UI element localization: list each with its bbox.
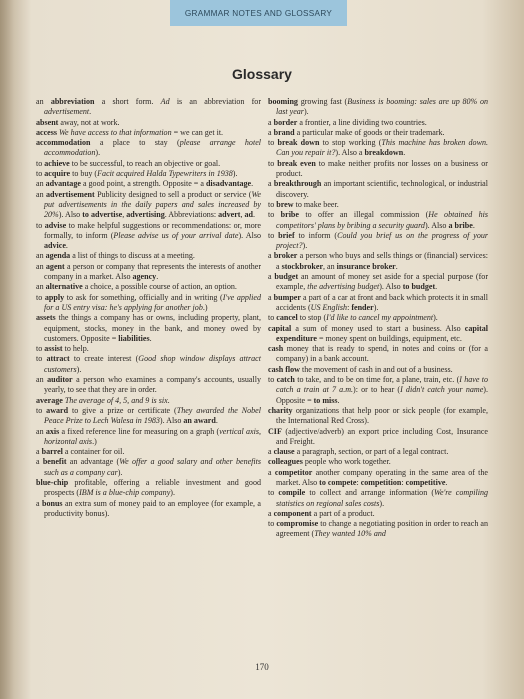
glossary-entry bbox=[36, 179, 261, 189]
glossary-entry bbox=[268, 231, 488, 252]
entry-definition: a choice, a possible course of action, an option. bbox=[84, 282, 237, 292]
glossary-entry bbox=[268, 375, 488, 406]
glossary-entry bbox=[36, 375, 261, 396]
entry-definition: profitable, offering a reliable investment and good prospects (IBM is a blue-chip company). bbox=[44, 477, 262, 498]
entry-definition: to make neither profits nor losses on a business or product. bbox=[276, 158, 488, 179]
entry-term: bonus bbox=[41, 498, 63, 508]
entry-article: to bbox=[268, 519, 277, 529]
page-gutter-shadow bbox=[0, 0, 14, 699]
entry-term: break even bbox=[277, 158, 316, 168]
entry-definition: to stop (I'd like to cancel my appointment). bbox=[299, 313, 438, 323]
entry-definition: a container for oil. bbox=[64, 447, 125, 457]
glossary-entry bbox=[36, 138, 261, 159]
glossary-entry bbox=[36, 282, 261, 292]
entry-term: auditor bbox=[47, 375, 73, 385]
entry-article: a bbox=[36, 498, 42, 508]
glossary-entry bbox=[268, 200, 488, 210]
entry-term: compromise bbox=[276, 519, 319, 529]
glossary-entry bbox=[268, 128, 488, 138]
glossary-column-right bbox=[268, 97, 488, 540]
entry-definition: to make beer. bbox=[295, 199, 339, 209]
glossary-entry bbox=[36, 221, 261, 252]
glossary-entry bbox=[268, 179, 488, 200]
entry-term: competitor bbox=[274, 467, 313, 477]
glossary-entry bbox=[36, 262, 261, 283]
glossary-entry bbox=[36, 118, 261, 128]
glossary-entry bbox=[36, 499, 261, 520]
glossary-entry bbox=[36, 457, 261, 478]
glossary-entry bbox=[268, 313, 488, 323]
section-header-label: GRAMMAR NOTES AND GLOSSARY bbox=[184, 8, 333, 18]
entry-definition: a person who buys and sells things or (financial) services: a stockbroker, an insurance broker. bbox=[276, 251, 488, 271]
glossary-entry bbox=[268, 118, 488, 128]
glossary-entry bbox=[36, 344, 261, 354]
entry-definition: to create interest (Good shop window displays attract customers). bbox=[44, 354, 261, 374]
glossary-entry bbox=[36, 313, 261, 344]
glossary-entry bbox=[268, 272, 488, 293]
entry-term: cash flow bbox=[268, 364, 300, 374]
glossary-entry bbox=[268, 138, 488, 159]
entry-term: agenda bbox=[45, 251, 71, 261]
entry-term: colleagues bbox=[268, 457, 303, 467]
glossary-entry bbox=[268, 509, 488, 519]
page-number: 170 bbox=[255, 662, 269, 672]
entry-definition: to offer an illegal commission (He obtained his competitors' plans by bribing a security guard). Also a bribe. bbox=[276, 210, 488, 230]
glossary-entry bbox=[268, 406, 488, 427]
entry-term: border bbox=[273, 117, 298, 127]
entry-article: a bbox=[36, 457, 43, 467]
glossary-entry bbox=[268, 519, 488, 540]
entry-definition: to collect and arrange information (We're compiling statistics on regional sales costs). bbox=[276, 488, 488, 508]
glossary-entry bbox=[268, 447, 488, 457]
entry-article: a bbox=[36, 447, 42, 457]
entry-definition: to give a prize or certificate (They awarded the Nobel Peace Prize to Lech Walesa in 1983). Also an award. bbox=[44, 405, 261, 426]
entry-definition: to be successful, to reach an objective or goal. bbox=[71, 158, 221, 168]
glossary-entry bbox=[268, 427, 488, 448]
glossary-entry bbox=[268, 210, 488, 231]
entry-article: an bbox=[36, 261, 46, 271]
entry-term: compile bbox=[278, 488, 306, 498]
entry-article: to bbox=[268, 488, 279, 498]
entry-definition: away, not at work. bbox=[60, 117, 120, 127]
entry-definition: to change a negotiating position in order to reach an agreement (They wanted 10% and bbox=[276, 519, 488, 539]
entry-term: advise bbox=[44, 220, 67, 230]
entry-term: absent bbox=[36, 117, 59, 127]
glossary-entry bbox=[268, 159, 488, 180]
entry-term: access bbox=[36, 127, 58, 137]
entry-term: clause bbox=[273, 447, 295, 457]
entry-term: abbreviation bbox=[50, 97, 95, 106]
entry-article: an bbox=[36, 179, 46, 189]
entry-article: a bbox=[268, 117, 274, 127]
entry-term: cancel bbox=[276, 313, 298, 323]
entry-article: a bbox=[268, 251, 274, 261]
entry-term: apply bbox=[44, 292, 65, 302]
entry-article: a bbox=[268, 508, 274, 518]
glossary-entry bbox=[268, 365, 488, 375]
entry-article: a bbox=[268, 467, 275, 477]
glossary-entry bbox=[36, 406, 261, 427]
entry-article: to bbox=[268, 375, 277, 385]
entry-article: a bbox=[268, 447, 274, 457]
glossary-entry bbox=[36, 159, 261, 169]
glossary-entry bbox=[36, 128, 261, 138]
entry-term: attract bbox=[46, 354, 70, 364]
entry-definition: a part of a car at front and back which protects it in small accidents (US English: fender). bbox=[276, 292, 488, 312]
entry-article: an bbox=[36, 189, 46, 199]
entry-article: to bbox=[268, 230, 279, 240]
entry-definition: another company operating in the same area of the market. Also to compete: competition: competitive. bbox=[276, 467, 488, 487]
entry-article: to bbox=[268, 199, 277, 209]
entry-definition: growing fast (Business is booming: sales are up 80% on last year). bbox=[276, 97, 488, 117]
entry-article: an bbox=[36, 282, 46, 292]
entry-definition: the movement of cash in and out of a business. bbox=[301, 364, 453, 374]
entry-term: barrel bbox=[41, 447, 63, 457]
entry-definition: The average of 4, 5, and 9 is six. bbox=[64, 395, 170, 405]
entry-definition: a sum of money used to start a business. Also capital expenditure = money spent on buildings, equipment, etc. bbox=[276, 323, 489, 343]
entry-definition: to make helpful suggestions or recommendations: or, more formally, to inform (Please advise us of your arrival date). Also advice. bbox=[44, 220, 262, 251]
entry-term: benefit bbox=[42, 457, 67, 467]
glossary-entry bbox=[36, 478, 261, 499]
entry-term: bumper bbox=[273, 292, 301, 302]
entry-term: acquire bbox=[44, 169, 71, 179]
entry-term: capital bbox=[268, 323, 292, 333]
entry-definition: a short form. Ad is an abbreviation for advertisement. bbox=[44, 97, 262, 117]
entry-term: alternative bbox=[45, 282, 83, 292]
glossary-entry bbox=[36, 293, 261, 314]
glossary-entry bbox=[268, 324, 488, 345]
entry-term: axis bbox=[45, 426, 60, 436]
entry-article: a bbox=[268, 272, 275, 282]
entry-article: a bbox=[268, 179, 274, 189]
entry-article: to bbox=[268, 210, 281, 220]
entry-article: to bbox=[36, 220, 45, 230]
entry-article: an bbox=[36, 251, 46, 261]
glossary-entry bbox=[36, 447, 261, 457]
entry-definition: to buy (Facit acquired Halda Typewriters in 1938). bbox=[72, 169, 238, 179]
glossary-entry bbox=[268, 344, 488, 365]
entry-definition: a frontier, a line dividing two countries. bbox=[299, 117, 427, 127]
glossary-entry bbox=[268, 488, 488, 509]
entry-article: to bbox=[36, 405, 47, 415]
entry-article: to bbox=[268, 138, 278, 148]
entry-definition: organizations that help poor or sick people (for example, the International Red Cross). bbox=[276, 405, 488, 426]
entry-term: bribe bbox=[280, 210, 299, 220]
section-header-band bbox=[170, 0, 347, 26]
glossary-entry bbox=[36, 396, 261, 406]
entry-term: blue-chip bbox=[36, 477, 69, 487]
entry-definition: a person who examines a company's accounts, usually yearly, to see that they are in order. bbox=[44, 375, 261, 395]
entry-definition: a good point, a strength. Opposite = a disadvantage. bbox=[82, 179, 254, 189]
entry-definition: the things a company has or owns, including property, plant, equipment, stocks, money in the bank, and money owed by customers. Opposite = liabilities. bbox=[44, 313, 262, 343]
entry-term: breakthrough bbox=[273, 179, 322, 189]
entry-definition: to ask for something, officially and in writing (I've applied for a US entry visa: he's applying for another job.) bbox=[44, 292, 261, 312]
entry-term: advertisement bbox=[45, 189, 95, 199]
entry-term: budget bbox=[274, 272, 299, 282]
entry-term: break down bbox=[277, 138, 320, 148]
glossary-column-left bbox=[36, 97, 261, 519]
entry-term: charity bbox=[268, 405, 293, 415]
entry-term: assist bbox=[44, 344, 63, 354]
entry-definition: an amount of money set aside for a special purpose (for example, the advertising budget). Also to budget. bbox=[276, 272, 488, 292]
entry-term: advantage bbox=[45, 179, 81, 189]
page-title: Glossary bbox=[232, 66, 292, 82]
entry-definition: people who work together. bbox=[304, 457, 391, 467]
entry-definition: to inform (Could you brief us on the progress of your project?). bbox=[276, 230, 488, 251]
entry-definition: a paragraph, section, or part of a legal contract. bbox=[296, 447, 449, 457]
entry-article: a bbox=[268, 292, 274, 302]
glossary-entry bbox=[268, 468, 488, 489]
glossary-entry bbox=[268, 97, 488, 118]
entry-term: brew bbox=[276, 199, 294, 209]
glossary-entry bbox=[36, 169, 261, 179]
entry-term: average bbox=[36, 395, 63, 405]
entry-term: component bbox=[273, 508, 312, 518]
entry-term: agent bbox=[45, 261, 65, 271]
entry-definition: an important scientific, technological, or industrial discovery. bbox=[276, 179, 488, 199]
entry-definition: money that is ready to spend, in notes and coins or (for a company) in a bank account. bbox=[276, 344, 489, 364]
entry-term: brief bbox=[278, 230, 295, 240]
entry-definition: (adjective/adverb) an export price including Cost, Insurance and Freight. bbox=[276, 426, 488, 446]
entry-article: an bbox=[36, 426, 46, 436]
entry-definition: a person or company that represents the interests of another company in a market. Also agency. bbox=[44, 261, 261, 282]
entry-term: booming bbox=[268, 97, 298, 106]
glossary-entry bbox=[268, 293, 488, 314]
entry-definition: We have access to that information = we can get it. bbox=[59, 127, 224, 137]
glossary-entry bbox=[36, 427, 261, 448]
glossary-entry bbox=[36, 251, 261, 261]
glossary-entry bbox=[36, 190, 261, 221]
entry-definition: an advantage (We offer a good salary and other benefits such as a company car). bbox=[44, 457, 262, 477]
entry-article: an bbox=[36, 375, 48, 385]
entry-term: accommodation bbox=[36, 138, 91, 148]
entry-article: to bbox=[36, 292, 45, 302]
entry-article: to bbox=[36, 158, 45, 168]
glossary-entry bbox=[268, 457, 488, 467]
glossary-entry bbox=[268, 251, 488, 272]
entry-definition: to stop working (This machine has broken down. Can you repair it?). Also a breakdown. bbox=[276, 138, 488, 158]
entry-article: to bbox=[268, 158, 278, 168]
entry-article: a bbox=[268, 127, 274, 137]
entry-term: cash bbox=[268, 344, 284, 354]
glossary-entry bbox=[36, 97, 261, 118]
entry-article: an bbox=[36, 97, 51, 106]
entry-definition: a particular make of goods or their trademark. bbox=[296, 127, 445, 137]
entry-article: to bbox=[36, 354, 47, 364]
entry-definition: a place to stay (please arrange hotel accommodation). bbox=[44, 138, 261, 158]
glossary-entry bbox=[36, 354, 261, 375]
entry-article: to bbox=[36, 344, 45, 354]
entry-term: catch bbox=[276, 375, 295, 385]
entry-term: achieve bbox=[44, 158, 70, 168]
entry-definition: to take, and to be on time for, a plane, train, etc. (I have to catch a train at 7 a.m.): or to hear (I didn't catch your name). Opposite = to miss. bbox=[276, 375, 489, 405]
entry-term: assets bbox=[36, 313, 56, 323]
entry-article: to bbox=[36, 169, 45, 179]
entry-definition: a list of things to discuss at a meeting. bbox=[72, 251, 195, 261]
entry-definition: to help. bbox=[64, 344, 89, 354]
entry-term: broker bbox=[273, 251, 298, 261]
entry-term: brand bbox=[273, 127, 295, 137]
entry-definition: Publicity designed to sell a product or service (We put advertisements in the daily papers and sales increased by 20%). Also to advertise, advertising. Abbreviations: advert, ad. bbox=[44, 189, 261, 220]
entry-article: to bbox=[268, 313, 277, 323]
entry-definition: a fixed reference line for measuring on a graph (vertical axis, horizontal axis.) bbox=[44, 426, 261, 446]
entry-definition: a part of a product. bbox=[313, 508, 375, 518]
entry-definition: an extra sum of money paid to an employee (for example, a productivity bonus). bbox=[44, 498, 261, 518]
entry-term: award bbox=[46, 405, 69, 415]
entry-term: CIF bbox=[268, 426, 282, 436]
